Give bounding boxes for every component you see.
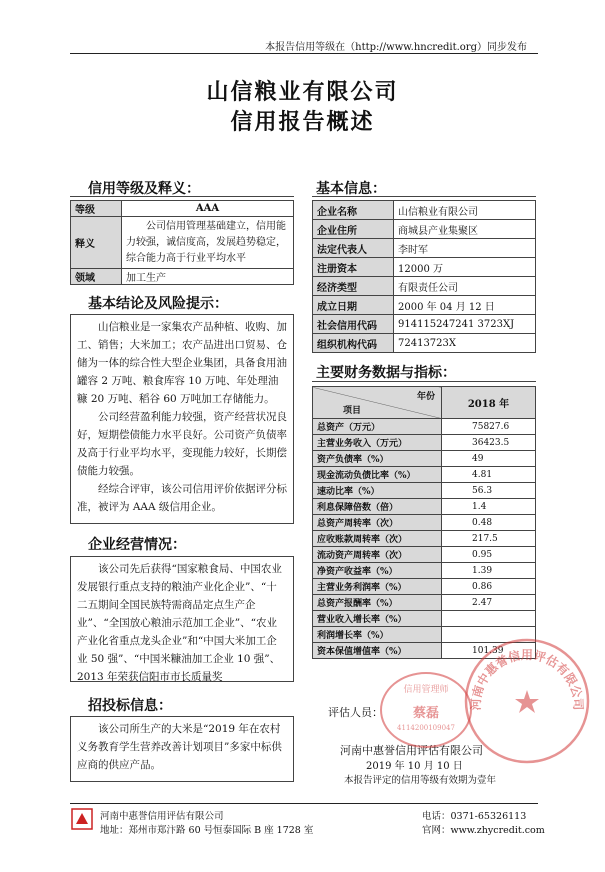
financial-label: 净资产收益率（%）: [313, 563, 442, 579]
basic-value: 2000 年 04 月 12 日: [394, 296, 536, 315]
financial-row: [313, 515, 536, 531]
company-logo-icon: [71, 808, 93, 830]
basic-info-table: [312, 200, 536, 353]
conclusion-paragraph: 公司经营盈利能力较强，资产经营状况良好，短期偿债能力水平良好。公司资产负债率及高于行业平均水平，变现能力较好，长期偿债能力较强。: [77, 411, 287, 477]
financial-row: [313, 467, 536, 483]
basic-label: 法定代表人: [313, 239, 394, 258]
financial-row: [313, 483, 536, 499]
signoff-org: 河南中惠誉信用评估有限公司: [340, 744, 483, 757]
financial-row: [313, 499, 536, 515]
financial-label: 利润增长率（%）: [313, 627, 442, 643]
footer-company: 河南中惠誉信用评估有限公司: [100, 811, 224, 822]
financial-row: [313, 451, 536, 467]
bidding-text: 该公司所生产的大米是“2019 年在农村义务教育学生营养改善计划项目”多家中标供应商的供应产品。: [77, 723, 282, 771]
grade-value: AAA: [122, 201, 294, 217]
financial-label: 主营业务利润率（%）: [313, 579, 442, 595]
financial-value: 0.48: [442, 515, 536, 531]
evaluator-signature: 蔡磊: [412, 706, 439, 721]
rating-heading: 信用等级及释义：: [88, 181, 200, 197]
meaning-label: 释义: [71, 217, 122, 269]
financial-label: 现金流动负债比率（%）: [313, 467, 442, 483]
financial-row: [313, 563, 536, 579]
financial-value: 75827.6: [442, 419, 536, 435]
financial-label: 营业收入增长率（%）: [313, 611, 442, 627]
basic-label: 社会信用代码: [313, 315, 394, 334]
basic-label: 企业名称: [313, 201, 394, 220]
operation-text: 该公司先后获得“国家粮食局、中国农业发展银行重点支持的粮油产业化企业”、“十二五期间全国民族特需商品定点生产企业”、“全国放心粮油示范加工企业”、“农业产业化省重点龙头企业”和“中国大米加工企业 50 强”、“中国米糠油加工企业 10 强”、2013 年荣获信阳市市长质量奖: [77, 563, 282, 683]
operation-box: [70, 556, 294, 682]
financial-value: 49: [442, 451, 536, 467]
publish-note: 本报告信用等级在（http://www.hncredit.org）同步发布: [265, 42, 527, 53]
financial-value: 0.95: [442, 547, 536, 563]
stamp-code: 4114200109047: [397, 724, 455, 732]
signoff-date: 2019 年 10 月 10 日: [366, 761, 463, 772]
financial-value: 2.47: [442, 595, 536, 611]
financial-value: 101.39: [442, 643, 536, 659]
evaluator-label: 评估人员：: [328, 706, 383, 719]
seal-text: 河南中惠誉信用评估有限公司: [468, 648, 586, 711]
rating-heading-line: [70, 196, 294, 197]
field-value: 加工生产: [122, 269, 294, 285]
financial-value: 0.86: [442, 579, 536, 595]
basic-label: 经济类型: [313, 277, 394, 296]
financial-value: 4.81: [442, 467, 536, 483]
financial-label: 利息保障倍数（倍）: [313, 499, 442, 515]
basic-value: 72413723X: [394, 334, 536, 353]
financial-label: 总资产报酬率（%）: [313, 595, 442, 611]
basic-heading-line: [312, 196, 536, 197]
seal-star-icon: [515, 690, 539, 713]
bidding-box: [70, 716, 294, 782]
field-label: 领域: [71, 269, 122, 285]
bidding-heading: 招投标信息：: [88, 698, 172, 714]
financial-row: [313, 531, 536, 547]
financial-row: [313, 419, 536, 435]
basic-label: 企业住所: [313, 220, 394, 239]
financial-value: 36423.5: [442, 435, 536, 451]
financial-label: 资本保值增值率（%）: [313, 643, 442, 659]
financial-row: [313, 579, 536, 595]
financial-label: 速动比率（%）: [313, 483, 442, 499]
financial-value: 56.3: [442, 483, 536, 499]
financial-row: [313, 611, 536, 627]
basic-value: 商城县产业集聚区: [394, 220, 536, 239]
financial-header-corner: [313, 387, 442, 419]
evaluator-stamp: [380, 672, 472, 748]
basic-label: 注册资本: [313, 258, 394, 277]
basic-value: 914115247241 3723XJ: [394, 315, 536, 334]
footer-divider: [70, 803, 538, 804]
financial-row: [313, 595, 536, 611]
basic-label: 成立日期: [313, 296, 394, 315]
financial-rows: [313, 419, 536, 659]
footer-website: 官网：www.zhycredit.com: [422, 825, 545, 836]
financial-label: 总资产周转率（次）: [313, 515, 442, 531]
financial-label: 应收账款周转率（次）: [313, 531, 442, 547]
financial-label: 资产负债率（%）: [313, 451, 442, 467]
financial-heading: 主要财务数据与指标：: [316, 365, 456, 381]
footer-phone: 电话：0371-65326113: [422, 811, 527, 822]
meaning-value: 公司信用管理基础建立，信用能力较强，诚信度高，发展趋势稳定，综合能力高于行业平均水平: [122, 217, 294, 269]
financial-label: 流动资产周转率（次）: [313, 547, 442, 563]
company-title: 山信粮业有限公司: [206, 80, 399, 105]
conclusion-paragraph: 山信粮业是一家集农产品种植、收购、加工、销售；大米加工；农产品进出口贸易、仓储为一体的综合性大型企业集团，具备食用油罐容 2 万吨、粮食库容 10 万吨、年处理油糠 20 万吨、稻谷 60 万吨加工存储能力。: [77, 321, 287, 405]
financial-label: 总资产（万元）: [313, 419, 442, 435]
conclusion-heading: 基本结论及风险提示：: [88, 296, 228, 312]
basic-value: 有限责任公司: [394, 277, 536, 296]
basic-heading: 基本信息：: [316, 181, 386, 197]
report-title: 信用报告概述: [230, 110, 375, 135]
financial-value: [442, 611, 536, 627]
stamp-title: 信用管理师: [403, 685, 449, 695]
basic-value: 12000 万: [394, 258, 536, 277]
basic-label: 组织机构代码: [313, 334, 394, 353]
year-header: 2018 年: [442, 387, 536, 419]
conclusion-paragraph: 经综合评审，该公司信用评价依据评分标准，被评为 AAA 级信用企业。: [77, 483, 287, 513]
item-header-label: 项目: [343, 406, 362, 416]
financial-value: 1.39: [442, 563, 536, 579]
header-divider: [70, 53, 538, 54]
operation-heading: 企业经营情况：: [88, 537, 186, 553]
financial-value: 1.4: [442, 499, 536, 515]
financial-heading-line: [312, 381, 536, 382]
basic-value: 山信粮业有限公司: [394, 201, 536, 220]
financial-table: [312, 386, 536, 659]
validity-note: 本报告评定的信用等级有效期为壹年: [344, 775, 497, 786]
grade-label: 等级: [71, 201, 122, 217]
year-header-label: 年份: [416, 392, 435, 402]
financial-label: 主营业务收入（万元）: [313, 435, 442, 451]
financial-row: [313, 435, 536, 451]
company-seal: [462, 636, 592, 766]
footer-address: 地址：郑州市郑汴路 60 号恒泰国际 B 座 1728 室: [100, 825, 314, 836]
financial-value: 217.5: [442, 531, 536, 547]
rating-table: [70, 200, 294, 285]
conclusion-box: [70, 314, 294, 524]
basic-value: 李时军: [394, 239, 536, 258]
financial-row: [313, 547, 536, 563]
